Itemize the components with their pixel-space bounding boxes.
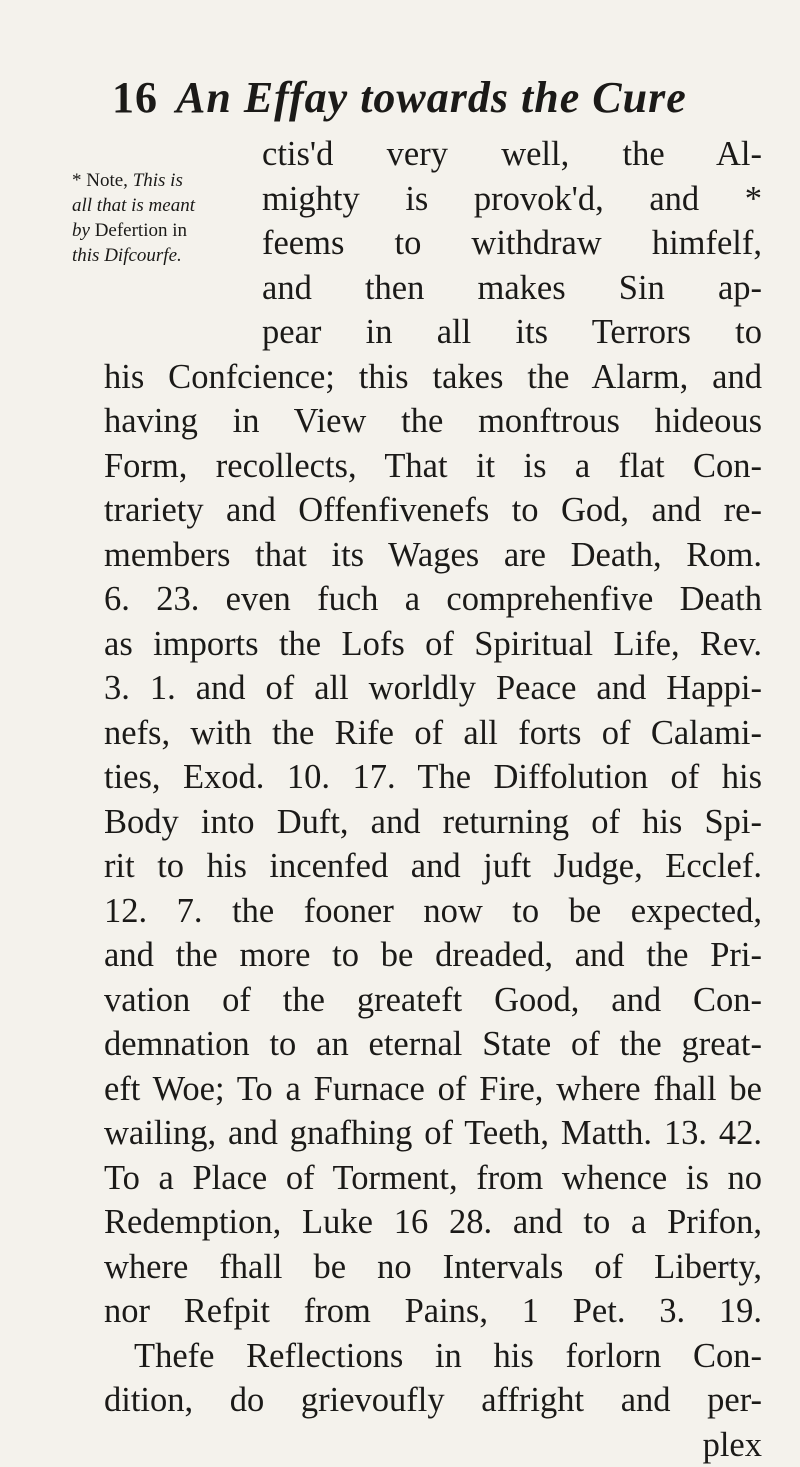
text-line: demnation to an eternal State of the great- [104, 1022, 762, 1067]
text-line: 12. 7. the fooner now to be expected, [104, 889, 762, 934]
text-line: nefs, with the Rife of all forts of Calami- [104, 711, 762, 756]
margin-note-line: all that is meant [72, 193, 292, 218]
text-line: rit to his incenfed and juft Judge, Ecclef. [104, 844, 762, 889]
running-title: An Effay towards the Cure [176, 73, 687, 122]
margin-note-line: this Difcourfe. [72, 243, 292, 268]
text-line: where fhall be no Intervals of Liberty, [104, 1245, 762, 1290]
text-line: and the more to be dreaded, and the Pri- [104, 933, 762, 978]
text-line: having in View the monftrous hideous [104, 399, 762, 444]
text-line: Form, recollects, That it is a flat Con- [104, 444, 762, 489]
text-line: and then makes Sin ap- [262, 266, 762, 311]
text-line: Body into Duft, and returning of his Spi- [104, 800, 762, 845]
margin-note-line: * Note, This is [72, 168, 292, 193]
text-line: 3. 1. and of all worldly Peace and Happi- [104, 666, 762, 711]
text-line: dition, do grievoufly affright and per- [104, 1378, 762, 1423]
text-line: members that its Wages are Death, Rom. [104, 533, 762, 578]
catchword: plex [262, 1423, 762, 1467]
page-number: 16 [112, 73, 158, 122]
text-line: Redemption, Luke 16 28. and to a Prifon, [104, 1200, 762, 1245]
margin-note-line: by Defertion in [72, 218, 292, 243]
text-line: ties, Exod. 10. 17. The Diffolution of his [104, 755, 762, 800]
text-line: ctis'd very well, the Al- [262, 132, 762, 177]
text-line: wailing, and gnafhing of Teeth, Matth. 13. 42. [104, 1111, 762, 1156]
text-line: 6. 23. even fuch a comprehenfive Death [104, 577, 762, 622]
text-line: eft Woe; To a Furnace of Fire, where fhall be [104, 1067, 762, 1112]
text-line: Thefe Reflections in his forlorn Con- [104, 1334, 762, 1379]
text-line: feems to withdraw himfelf, [262, 221, 762, 266]
text-line: trariety and Offenfivenefs to God, and re- [104, 488, 762, 533]
text-line: pear in all its Terrors to [262, 310, 762, 355]
text-line: To a Place of Torment, from whence is no [104, 1156, 762, 1201]
running-header [112, 72, 687, 123]
text-line: vation of the greateft Good, and Con- [104, 978, 762, 1023]
margin-note [72, 168, 292, 268]
text-line: his Confcience; this takes the Alarm, and [104, 355, 762, 400]
text-line: nor Refpit from Pains, 1 Pet. 3. 19. [104, 1289, 762, 1334]
text-line: as imports the Lofs of Spiritual Life, Rev. [104, 622, 762, 667]
body-text [262, 132, 762, 1467]
text-line: mighty is provok'd, and * [262, 177, 762, 222]
